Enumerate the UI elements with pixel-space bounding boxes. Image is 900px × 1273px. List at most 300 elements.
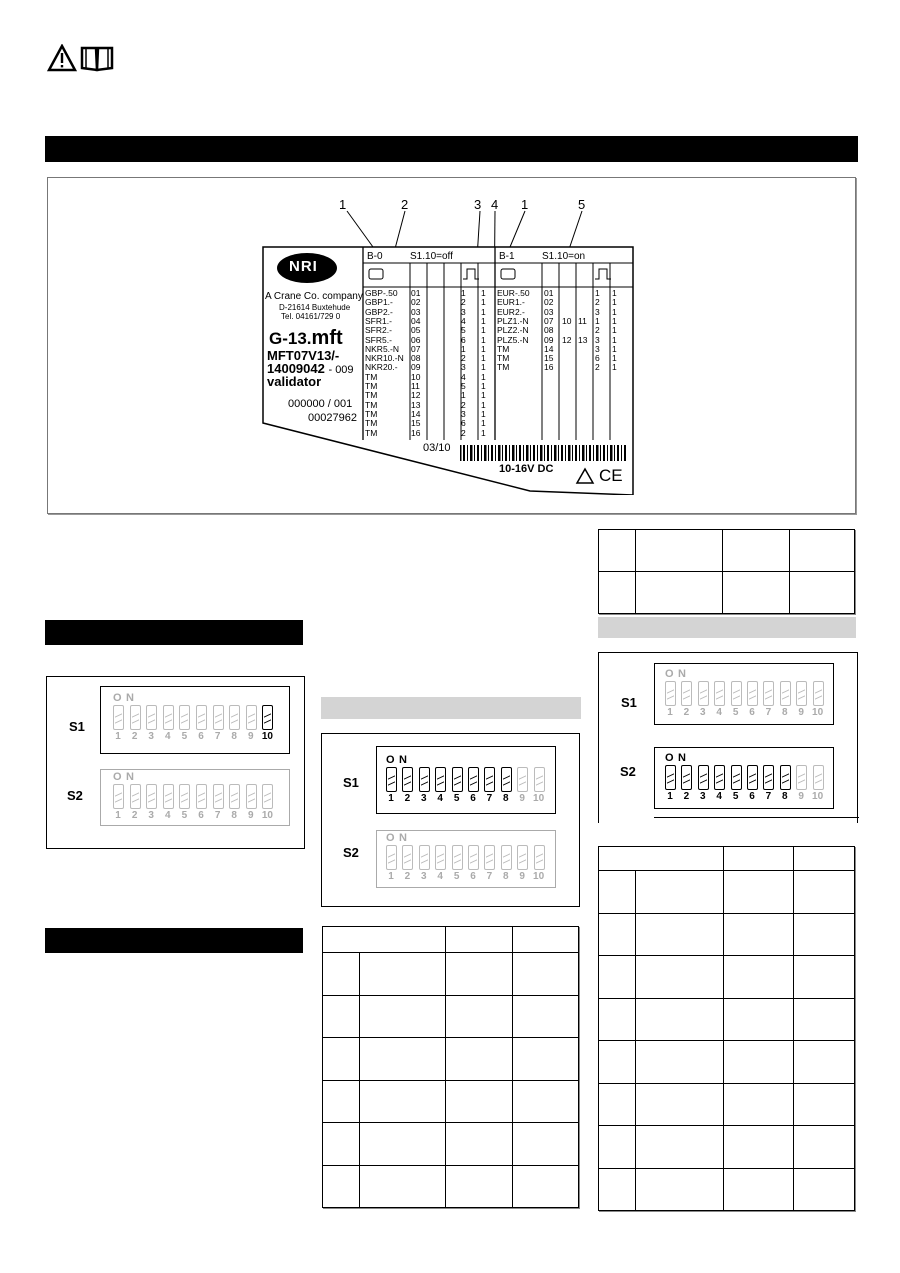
dip-figure-right-bottom-border: [654, 817, 859, 818]
serial-2: 00027962: [308, 412, 357, 424]
dip-number-10: 10: [812, 707, 824, 718]
dip-figure-right: [598, 652, 858, 823]
table-cell: [635, 1083, 724, 1126]
block0-cell: 14: [411, 408, 421, 419]
table-cell: [359, 1038, 445, 1081]
dip-on-label: O: [665, 752, 674, 764]
dip-number-10: 10: [812, 791, 824, 802]
s2-dip-switch[interactable]: [100, 769, 290, 826]
block1-cell: 6: [595, 353, 600, 364]
block0-cell: 07: [411, 343, 421, 354]
dip-number-6: 6: [470, 793, 476, 804]
block0-cell: 02: [411, 297, 421, 308]
table-cell: [599, 1041, 636, 1084]
dip-number-10: 10: [533, 871, 545, 882]
dip-switch-8[interactable]: [780, 681, 791, 706]
dip-figure-left: [46, 676, 305, 849]
dip-switch-4[interactable]: [435, 767, 446, 792]
table-cell: [599, 956, 636, 999]
dip-on-label: O: [386, 754, 395, 766]
dip-switch-10[interactable]: [262, 784, 273, 809]
dip-number-3: 3: [421, 793, 427, 804]
dip-switch-1[interactable]: [113, 705, 124, 730]
block1-cell: 1: [612, 315, 617, 326]
dip-switch-8[interactable]: [229, 705, 240, 730]
model-name: [269, 327, 343, 350]
dip-switch-10[interactable]: [813, 765, 824, 790]
dip-switch-7[interactable]: [763, 765, 774, 790]
block1-cell: EUR-.50: [497, 288, 530, 298]
table-cell: [359, 1165, 445, 1208]
grey-header-bar-right: [598, 617, 856, 638]
block0-cell: TM: [365, 371, 378, 382]
warning-icon: [47, 44, 77, 72]
dip-switch-6[interactable]: [747, 765, 758, 790]
table-cell: [635, 871, 724, 914]
table-cell: [323, 995, 360, 1038]
block1-cell: 10: [562, 315, 572, 326]
block0-cell: TM: [365, 427, 378, 438]
dip-number-2: 2: [404, 871, 411, 882]
dip-number-6: 6: [198, 810, 204, 821]
cell: [636, 530, 723, 572]
dip-switch-5[interactable]: [179, 784, 190, 809]
block0-cell: 10: [411, 371, 421, 382]
table-cell: [794, 1126, 855, 1169]
device-type: validator: [267, 374, 322, 389]
section-header-bar-left-2: [45, 928, 303, 953]
block1-cell: EUR2.-: [497, 306, 525, 317]
label-date: 03/10: [423, 442, 451, 454]
table-row: [323, 1123, 579, 1166]
model-prefix: G-13.: [269, 329, 312, 348]
block1-cell: TM: [497, 343, 510, 354]
block0-cell: 04: [411, 315, 421, 326]
dip-switch-3[interactable]: [419, 767, 430, 792]
dip-number-6: 6: [470, 871, 476, 882]
dip-number-2: 2: [404, 793, 411, 804]
dip-switch-4[interactable]: [163, 784, 174, 809]
block0-cell: 1: [481, 390, 486, 401]
dip-switch-5[interactable]: [731, 765, 742, 790]
dip-number-9: 9: [798, 707, 804, 718]
dip-number-1: 1: [388, 793, 394, 804]
block0-cell: 6: [461, 418, 466, 429]
dip-switch-2[interactable]: [681, 765, 692, 790]
table-cell: [724, 1126, 794, 1169]
table-cell: [359, 1123, 445, 1166]
dip-on-label: N: [126, 692, 134, 704]
grey-header-bar-middle: [321, 697, 581, 719]
dip-switch-2[interactable]: [130, 705, 141, 730]
s1-label: S1: [69, 719, 85, 734]
dip-number-2: 2: [131, 810, 138, 821]
dip-number-5: 5: [453, 793, 460, 804]
s1-dip-switch[interactable]: [100, 686, 290, 754]
table-row: [599, 871, 855, 914]
dip-switch-3[interactable]: [146, 705, 157, 730]
dip-number-7: 7: [765, 791, 772, 802]
dip-number-1: 1: [115, 731, 121, 742]
block0-cell: SFR1.-: [365, 315, 392, 326]
company-phone: Tel. 04161/729 0: [281, 312, 341, 321]
dip-number-9: 9: [248, 731, 254, 742]
dip-number-8: 8: [503, 871, 509, 882]
block1-cell: 11: [578, 315, 587, 326]
block1-cell: 14: [544, 343, 554, 354]
block0-cell: GBP-.50: [365, 288, 398, 298]
dip-number-9: 9: [248, 810, 254, 821]
block0-cell: 12: [411, 390, 421, 401]
dip-switch-5[interactable]: [179, 705, 190, 730]
dip-switch-2[interactable]: [402, 767, 413, 792]
dip-number-6: 6: [749, 707, 755, 718]
cell: [599, 530, 636, 572]
block0-cell: 6: [461, 334, 466, 345]
block0-row: [365, 382, 495, 391]
table-row: [599, 1083, 855, 1126]
dip-switch-1[interactable]: [665, 765, 676, 790]
dip-number-5: 5: [732, 791, 739, 802]
block0-cell: 1: [481, 408, 486, 419]
dip-on-label: O: [113, 771, 122, 783]
table-cell: [513, 1165, 579, 1208]
dip-number-4: 4: [716, 707, 722, 718]
block0-cell: 3: [461, 306, 466, 317]
dip-switch-6[interactable]: [747, 681, 758, 706]
dip-switch-4[interactable]: [714, 765, 725, 790]
table-cell: [445, 995, 513, 1038]
dip-switch-10[interactable]: [534, 845, 545, 870]
table-cell: [635, 1126, 724, 1169]
block0-head-right: S1.10=off: [410, 251, 453, 262]
block1-cell: 1: [612, 353, 617, 364]
dip-number-7: 7: [765, 707, 772, 718]
dip-switch-4[interactable]: [714, 681, 725, 706]
dip-switch-6[interactable]: [196, 784, 207, 809]
dip-switch-7[interactable]: [213, 705, 224, 730]
s2-label: S2: [620, 764, 636, 779]
block0-cell: 11: [411, 381, 420, 391]
dip-number-1: 1: [388, 871, 394, 882]
block0-row: [365, 363, 495, 372]
block0-cell: TM: [365, 399, 378, 410]
block1-cell: 1: [595, 288, 600, 298]
table-row: [599, 1041, 855, 1084]
dip-switch-2[interactable]: [402, 845, 413, 870]
table-row: [323, 1038, 579, 1081]
block0-cell: 1: [481, 297, 486, 308]
block0-cell: 1: [481, 315, 486, 326]
dip-switch-8[interactable]: [501, 845, 512, 870]
block0-cell: TM: [365, 418, 378, 429]
dip-switch-2[interactable]: [130, 784, 141, 809]
block0-row: [365, 391, 495, 400]
dip-number-1: 1: [115, 810, 121, 821]
dip-switch-1[interactable]: [665, 681, 676, 706]
cell: [723, 572, 790, 614]
dip-number-4: 4: [165, 810, 171, 821]
table-cell: [794, 913, 855, 956]
serial-1: 000000 / 001: [288, 398, 353, 410]
block0-cell: 3: [461, 408, 466, 419]
dip-switch-3[interactable]: [419, 845, 430, 870]
dip-number-3: 3: [700, 707, 706, 718]
dip-switch-10[interactable]: [534, 767, 545, 792]
dip-switch-3[interactable]: [698, 765, 709, 790]
dip-switch-2[interactable]: [681, 681, 692, 706]
dip-switch-1[interactable]: [386, 767, 397, 792]
block1-cell: 1: [612, 343, 617, 354]
block1-cell: TM: [497, 362, 510, 373]
dip-switch-8[interactable]: [501, 767, 512, 792]
dip-number-8: 8: [782, 707, 788, 718]
block1-cell: 08: [544, 325, 554, 336]
dip-on-label: N: [399, 832, 407, 844]
dip-number-2: 2: [683, 707, 690, 718]
callout-1a: 1: [339, 197, 347, 212]
table-header-cell: [724, 847, 794, 871]
right-table: [598, 846, 855, 1211]
block1-row: [497, 298, 633, 307]
s2-dip-switch[interactable]: [654, 747, 834, 809]
dip-number-5: 5: [181, 731, 188, 742]
block1-row: [497, 326, 633, 335]
dip-switch-7[interactable]: [763, 681, 774, 706]
dip-switch-9[interactable]: [246, 784, 257, 809]
table-header-cell: [513, 927, 579, 953]
dip-number-6: 6: [749, 791, 755, 802]
s1-label: S1: [621, 695, 637, 710]
block1-cell: 1: [595, 315, 600, 326]
table-cell: [724, 913, 794, 956]
block0-cell: 1: [481, 362, 486, 373]
block1-head-left: B-1: [499, 251, 515, 262]
table-row: [599, 1126, 855, 1169]
block0-row: [365, 429, 495, 438]
table-cell: [513, 1080, 579, 1123]
s1-dip-switch[interactable]: [376, 746, 556, 814]
manual-icon: [80, 44, 114, 72]
dip-switch-9[interactable]: [796, 765, 807, 790]
table-cell: [794, 1083, 855, 1126]
block1-cell: 2: [595, 325, 600, 336]
block0-row: [365, 298, 495, 307]
block0-cell: 08: [411, 353, 421, 364]
table-cell: [359, 953, 445, 996]
dip-number-9: 9: [519, 793, 525, 804]
block1-cell: 3: [595, 334, 600, 345]
dip-number-7: 7: [486, 793, 493, 804]
s1-label: S1: [343, 775, 359, 790]
dip-number-7: 7: [486, 871, 493, 882]
block0-cell: 1: [481, 353, 486, 364]
dip-switch-9[interactable]: [517, 845, 528, 870]
s2-dip-switch[interactable]: [376, 830, 556, 888]
block1-cell: 12: [562, 334, 572, 345]
dip-switch-10[interactable]: [813, 681, 824, 706]
part-number-2-suffix: - 009: [328, 364, 354, 376]
block0-cell: 1: [461, 288, 466, 298]
dip-switch-8[interactable]: [229, 784, 240, 809]
table-cell: [445, 953, 513, 996]
table-cell: [323, 1123, 360, 1166]
block1-cell: 3: [595, 343, 600, 354]
cell: [599, 572, 636, 614]
block1-cell: 02: [544, 297, 554, 308]
table-cell: [445, 1123, 513, 1166]
block0-cell: 05: [411, 325, 421, 336]
block1-cell: 16: [544, 362, 554, 373]
table-cell: [635, 956, 724, 999]
label-voltage: 10-16V DC: [499, 463, 554, 475]
dip-switch-3[interactable]: [146, 784, 157, 809]
table-cell: [445, 1080, 513, 1123]
block1-cell: 1: [612, 325, 617, 336]
block0-cell: 2: [461, 427, 466, 438]
dip-number-10: 10: [533, 793, 545, 804]
table-row: [599, 956, 855, 999]
dip-number-5: 5: [732, 707, 739, 718]
table-cell: [599, 1168, 636, 1211]
dip-switch-9[interactable]: [517, 767, 528, 792]
block0-cell: 1: [481, 427, 486, 438]
dip-number-7: 7: [214, 810, 221, 821]
dip-on-label: O: [113, 692, 122, 704]
block1-cell: PLZ5.-N: [497, 334, 529, 345]
dip-switch-1[interactable]: [386, 845, 397, 870]
device-label-figure: [255, 195, 655, 495]
part-number-2-main: 14009042: [267, 361, 325, 376]
block0-cell: 2: [461, 297, 466, 308]
block0-cell: 03: [411, 306, 421, 317]
block1-cell: EUR1.-: [497, 297, 525, 308]
block0-cell: 2: [461, 353, 466, 364]
dip-switch-5[interactable]: [731, 681, 742, 706]
block0-cell: 5: [461, 381, 466, 391]
dip-switch-10[interactable]: [262, 705, 273, 730]
dip-on-label: O: [665, 668, 674, 680]
block0-cell: 01: [411, 288, 421, 298]
dip-number-2: 2: [131, 731, 138, 742]
block0-cell: NKR20.-: [365, 362, 398, 373]
dip-switch-7[interactable]: [213, 784, 224, 809]
block0-cell: NKR5.-N: [365, 343, 400, 354]
s1-dip-switch[interactable]: [654, 663, 834, 725]
table-header-cell: [445, 927, 513, 953]
dip-number-8: 8: [231, 731, 237, 742]
table-row: [599, 998, 855, 1041]
table-cell: [724, 871, 794, 914]
block0-cell: 16: [411, 427, 421, 438]
dip-on-label: N: [399, 754, 407, 766]
table-header-cell: [794, 847, 855, 871]
table-header-cell: [599, 847, 724, 871]
block0-row: [365, 419, 495, 428]
block0-cell: 4: [461, 371, 466, 382]
block0-cell: 09: [411, 362, 421, 373]
block1-cell: 01: [544, 288, 554, 298]
dip-switch-6[interactable]: [196, 705, 207, 730]
company-address: D-21614 Buxtehude: [279, 303, 351, 312]
dip-switch-4[interactable]: [163, 705, 174, 730]
block0-cell: 1: [461, 390, 466, 401]
callout-5: 5: [578, 197, 586, 212]
table-cell: [513, 1038, 579, 1081]
block1-cell: 13: [578, 334, 588, 345]
dip-switch-8[interactable]: [780, 765, 791, 790]
block0-cell: 3: [461, 362, 466, 373]
dip-number-4: 4: [716, 791, 722, 802]
section-header-bar-left-1: [45, 620, 303, 645]
dip-switch-1[interactable]: [113, 784, 124, 809]
table-cell: [794, 956, 855, 999]
block1-cell: 1: [612, 297, 617, 308]
block0-cell: TM: [365, 408, 378, 419]
table-cell: [724, 998, 794, 1041]
block1-cell: 1: [612, 334, 617, 345]
dip-switch-7[interactable]: [484, 845, 495, 870]
dip-switch-5[interactable]: [452, 845, 463, 870]
dip-number-3: 3: [421, 871, 427, 882]
brand-logo: NRI: [289, 258, 318, 275]
block0-cell: SFR5.-: [365, 334, 392, 345]
table-cell: [724, 956, 794, 999]
block1-cell: 15: [544, 353, 554, 364]
table-cell: [599, 998, 636, 1041]
cell: [790, 572, 855, 614]
table-cell: [323, 953, 360, 996]
block1-cell: 07: [544, 315, 554, 326]
dip-switch-9[interactable]: [246, 705, 257, 730]
dip-switch-5[interactable]: [452, 767, 463, 792]
block1-head-right: S1.10=on: [542, 251, 586, 262]
table-cell: [513, 995, 579, 1038]
block0-cell: 1: [481, 288, 486, 298]
table-cell: [445, 1038, 513, 1081]
block0-cell: GBP1.-: [365, 297, 393, 308]
table-cell: [599, 871, 636, 914]
part-number-1: MFT07V13/-: [267, 348, 340, 363]
table-cell: [323, 1165, 360, 1208]
table-row: [323, 995, 579, 1038]
block0-head-left: B-0: [367, 251, 383, 262]
dip-figure-middle: [321, 733, 580, 907]
table-cell: [359, 1080, 445, 1123]
dip-number-3: 3: [148, 810, 154, 821]
dip-switch-6[interactable]: [468, 767, 479, 792]
dip-number-5: 5: [181, 810, 188, 821]
table-cell: [635, 1168, 724, 1211]
dip-switch-6[interactable]: [468, 845, 479, 870]
dip-switch-9[interactable]: [796, 681, 807, 706]
dip-switch-3[interactable]: [698, 681, 709, 706]
block0-cell: TM: [365, 381, 378, 391]
table-cell: [599, 1126, 636, 1169]
dip-number-3: 3: [148, 731, 154, 742]
block1-cell: 1: [612, 306, 617, 317]
table-cell: [794, 1168, 855, 1211]
dip-on-label: N: [678, 752, 686, 764]
block0-cell: 1: [461, 343, 466, 354]
block0-cell: SFR2.-: [365, 325, 392, 336]
table-cell: [724, 1168, 794, 1211]
dip-switch-4[interactable]: [435, 845, 446, 870]
block0-cell: 06: [411, 334, 421, 345]
callout-3: 3: [474, 197, 482, 212]
block0-cell: 1: [481, 381, 486, 391]
dip-switch-7[interactable]: [484, 767, 495, 792]
